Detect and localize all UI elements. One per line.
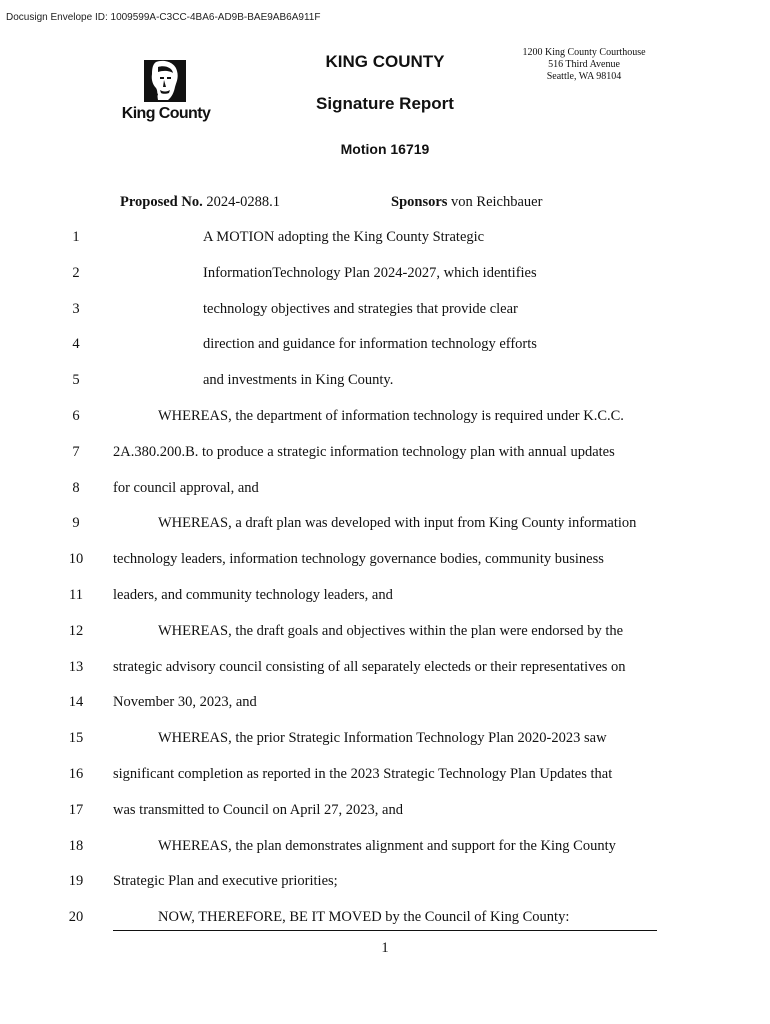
address-line: Seattle, WA 98104 xyxy=(546,71,622,82)
numbered-line xyxy=(0,229,770,249)
numbered-line xyxy=(0,694,770,714)
address-block xyxy=(508,47,660,83)
line-number: 14 xyxy=(68,694,84,711)
mlk-portrait-logo-icon xyxy=(142,58,188,104)
line-text: InformationTechnology Plan 2024-2027, which identifies xyxy=(203,264,537,281)
line-number: 1 xyxy=(72,229,80,245)
line-text: technology leaders, information technology governance bodies, community business xyxy=(113,551,604,568)
sponsors xyxy=(391,194,542,211)
page-number: 1 xyxy=(381,940,389,956)
logo-text: King County xyxy=(121,105,211,122)
line-text: NOW, THEREFORE, BE IT MOVED by the Council of King County: xyxy=(158,909,570,926)
numbered-line xyxy=(0,802,770,822)
line-text: WHEREAS, the department of information technology is required under K.C.C. xyxy=(158,408,624,424)
numbered-line xyxy=(0,480,770,500)
line-number: 16 xyxy=(68,766,84,782)
line-number: 6 xyxy=(72,408,80,424)
line-number: 15 xyxy=(68,730,84,747)
line-text: and investments in King County. xyxy=(203,372,394,389)
line-number: 5 xyxy=(72,372,80,389)
numbered-line xyxy=(0,623,770,643)
line-text: leaders, and community technology leaders, and xyxy=(113,587,393,603)
motion-number: Motion 16719 xyxy=(340,141,430,157)
numbered-line xyxy=(0,659,770,679)
line-text: A MOTION adopting the King County Strategic xyxy=(203,229,485,245)
numbered-line xyxy=(0,766,770,786)
proposed-number xyxy=(120,194,280,211)
line-text: for council approval, and xyxy=(113,479,259,496)
line-text: strategic advisory council consisting of all separately electeds or their representatives on xyxy=(113,658,626,675)
line-text: WHEREAS, the prior Strategic Information Technology Plan 2020-2023 saw xyxy=(158,730,607,747)
line-text: direction and guidance for information technology efforts xyxy=(203,336,537,353)
line-text: significant completion as reported in the 2023 Strategic Technology Plan Updates that xyxy=(113,766,613,782)
sponsors-label: Sponsors xyxy=(391,194,448,210)
address-line: 516 Third Avenue xyxy=(548,59,620,70)
line-number: 13 xyxy=(68,658,84,675)
line-number: 18 xyxy=(68,837,84,854)
sponsors-value: von Reichbauer xyxy=(451,194,543,210)
numbered-line xyxy=(0,730,770,750)
envelope-id: Docusign Envelope ID: 1009599A-C3CC-4BA6-AD9B-BAE9AB6A911F xyxy=(6,12,321,23)
numbered-line xyxy=(0,587,770,607)
numbered-line xyxy=(0,873,770,893)
line-number: 9 xyxy=(72,515,80,532)
line-text: was transmitted to Council on April 27, 2023, and xyxy=(113,801,403,818)
line-text: WHEREAS, a draft plan was developed with input from King County information xyxy=(158,515,637,532)
numbered-line xyxy=(0,444,770,464)
report-subtitle: Signature Report xyxy=(316,94,454,113)
numbered-line xyxy=(0,838,770,858)
proposed-label: Proposed No. xyxy=(120,194,203,210)
line-text: WHEREAS, the plan demonstrates alignment and support for the King County xyxy=(158,837,616,854)
line-number: 3 xyxy=(72,300,80,317)
address-line: 1200 King County Courthouse xyxy=(522,47,646,58)
line-number: 8 xyxy=(72,479,80,496)
footer-rule xyxy=(113,930,657,931)
line-number: 2 xyxy=(72,264,80,281)
line-number: 17 xyxy=(68,801,84,818)
numbered-line xyxy=(0,408,770,428)
proposed-value: 2024-0288.1 xyxy=(206,194,281,210)
numbered-line xyxy=(0,372,770,392)
line-text: technology objectives and strategies that provide clear xyxy=(203,300,518,317)
line-number: 7 xyxy=(72,443,80,460)
line-text: Strategic Plan and executive priorities; xyxy=(113,873,338,890)
line-number: 19 xyxy=(68,873,84,890)
line-text: WHEREAS, the draft goals and objectives within the plan were endorsed by the xyxy=(158,622,624,639)
king-county-logo xyxy=(118,58,214,128)
line-number: 11 xyxy=(69,587,83,603)
numbered-line xyxy=(0,265,770,285)
line-number: 10 xyxy=(68,551,84,568)
line-text: 2A.380.200.B. to produce a strategic information technology plan with annual updates xyxy=(113,443,615,460)
numbered-line xyxy=(0,909,770,929)
line-text: November 30, 2023, and xyxy=(113,694,257,711)
numbered-line xyxy=(0,551,770,571)
line-number: 20 xyxy=(68,909,84,926)
line-number: 4 xyxy=(72,336,80,353)
numbered-line xyxy=(0,336,770,356)
line-number: 12 xyxy=(68,622,84,639)
numbered-line xyxy=(0,515,770,535)
numbered-line xyxy=(0,301,770,321)
page-title: KING COUNTY xyxy=(325,52,445,71)
